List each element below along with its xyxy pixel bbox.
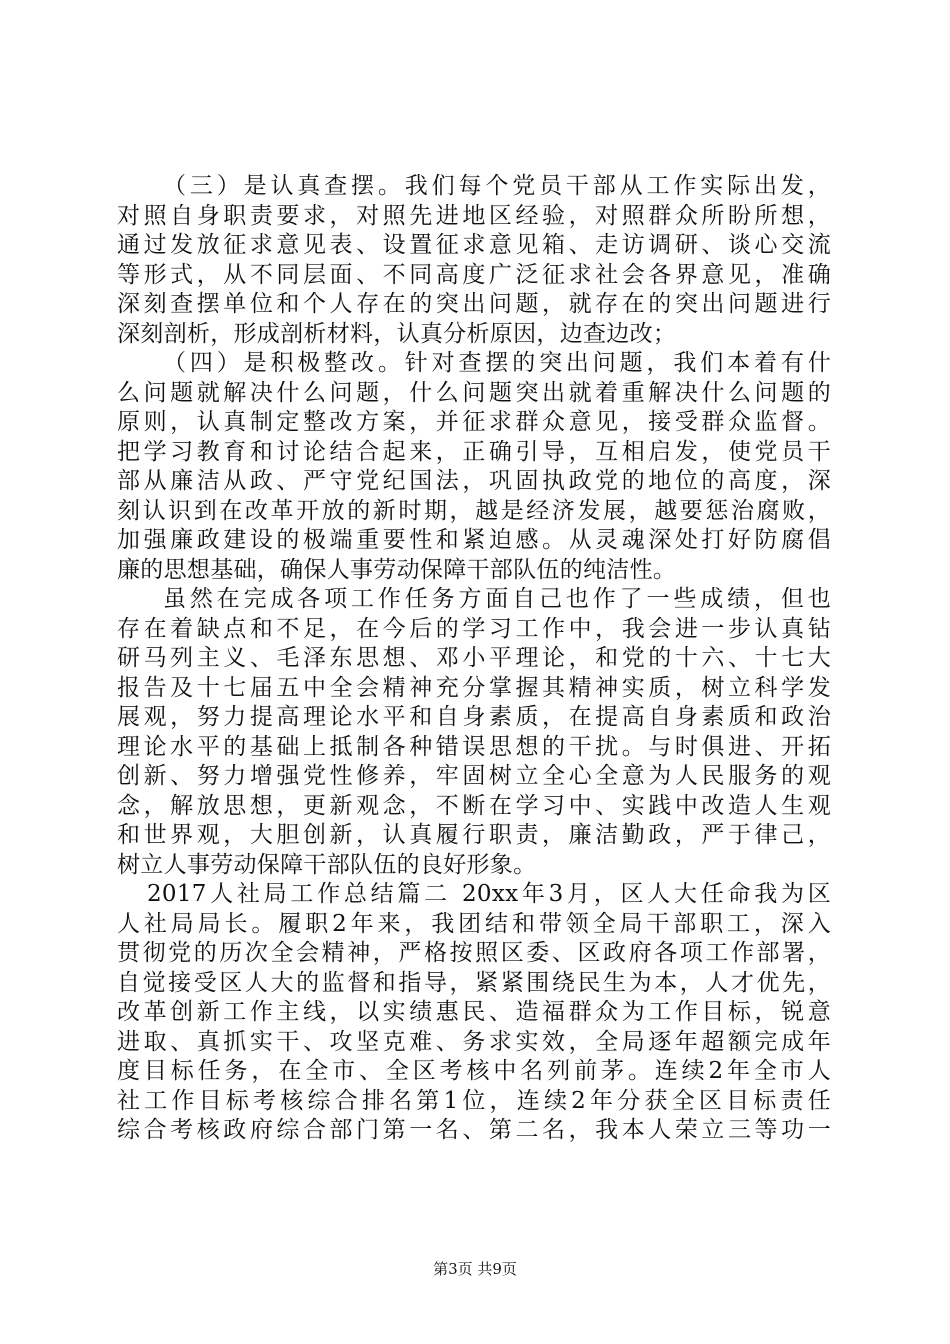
text-line: 廉的思想基础，确保人事劳动保障干部队伍的纯洁性。 <box>117 556 677 583</box>
text-line: 对照自身职责要求，对照先进地区经验，对照群众所盼所想， <box>117 202 831 229</box>
text-line: 和世界观，大胆创新，认真履行职责，廉洁勤政，严于律己， <box>117 822 831 848</box>
text-line: 综合考核政府综合部门第一名、第二名，我本人荣立三等功一 <box>117 1117 831 1143</box>
paragraph-summary-part-two <box>117 880 831 1146</box>
text-line: 报告及十七届五中全会精神充分掌握其精神实质，树立科学发 <box>117 674 831 701</box>
text-line: 虽然在完成各项工作任务方面自己也作了一些成绩，但也 <box>163 586 831 612</box>
text-line: 研马列主义、毛泽东思想、邓小平理论，和党的十六、十七大 <box>117 645 831 671</box>
text-line: 度目标任务，在全市、全区考核中名列前茅。连续2年全市人 <box>117 1058 831 1084</box>
text-line: 树立人事劳动保障干部队伍的良好形象。 <box>117 851 537 878</box>
text-line: 自觉接受区人大的监督和指导，紧紧围绕民生为本，人才优先， <box>117 969 831 996</box>
text-line: 部从廉洁从政、严守党纪国法，巩固执政党的地位的高度，深 <box>117 468 831 494</box>
text-line: 等形式，从不同层面、不同高度广泛征求社会各界意见，准确 <box>117 261 831 288</box>
page-number-footer: 第3页 共9页 <box>433 1260 517 1278</box>
text-line: 么问题就解决什么问题，什么问题突出就着重解决什么问题的 <box>117 379 831 406</box>
text-line: 深刻剖析，形成剖析材料，认真分析原因，边查边改； <box>117 320 677 347</box>
text-line: 深刻查摆单位和个人存在的突出问题，就存在的突出问题进行 <box>117 291 831 317</box>
text-line: 2017人社局工作总结篇二 20xx年3月，区人大任命我为区 <box>147 881 831 907</box>
text-line: （三）是认真查摆。我们每个党员干部从工作实际出发， <box>163 173 831 199</box>
text-line: 创新、努力增强党性修养，牢固树立全心全意为人民服务的观 <box>117 763 831 789</box>
text-line: 人社局局长。履职2年来，我团结和带领全局干部职工，深入 <box>117 910 831 937</box>
text-line: 贯彻党的历次全会精神，严格按照区委、区政府各项工作部署， <box>117 940 831 966</box>
body-text <box>117 172 831 1146</box>
text-line: 刻认识到在改革开放的新时期，越是经济发展，越要惩治腐败， <box>117 497 831 524</box>
text-line: 加强廉政建设的极端重要性和紧迫感。从灵魂深处打好防腐倡 <box>117 527 831 553</box>
text-line: 念，解放思想，更新观念，不断在学习中、实践中改造人生观 <box>117 792 831 819</box>
text-line: （四）是积极整改。针对查摆的突出问题，我们本着有什 <box>163 350 831 376</box>
text-line: 展观，努力提高理论水平和自身素质，在提高自身素质和政治 <box>117 704 831 730</box>
text-line: 进取、真抓实干、攻坚克难、务求实效，全局逐年超额完成年 <box>117 1028 831 1055</box>
paragraph-rectification-4 <box>117 349 831 585</box>
paragraph-self-assessment <box>117 585 831 880</box>
text-line: 改革创新工作主线，以实绩惠民、造福群众为工作目标，锐意 <box>117 999 831 1025</box>
text-line: 把学习教育和讨论结合起来，正确引导，互相启发，使党员干 <box>117 438 831 465</box>
text-line: 社工作目标考核综合排名第1位，连续2年分获全区目标责任 <box>117 1087 831 1114</box>
text-line: 存在着缺点和不足，在今后的学习工作中，我会进一步认真钻 <box>117 615 831 642</box>
paragraph-rectification-3 <box>117 172 831 349</box>
text-line: 通过发放征求意见表、设置征求意见箱、走访调研、谈心交流 <box>117 232 831 258</box>
text-line: 原则，认真制定整改方案，并征求群众意见，接受群众监督。 <box>117 409 831 435</box>
text-line: 理论水平的基础上抵制各种错误思想的干扰。与时俱进、开拓 <box>117 733 831 760</box>
